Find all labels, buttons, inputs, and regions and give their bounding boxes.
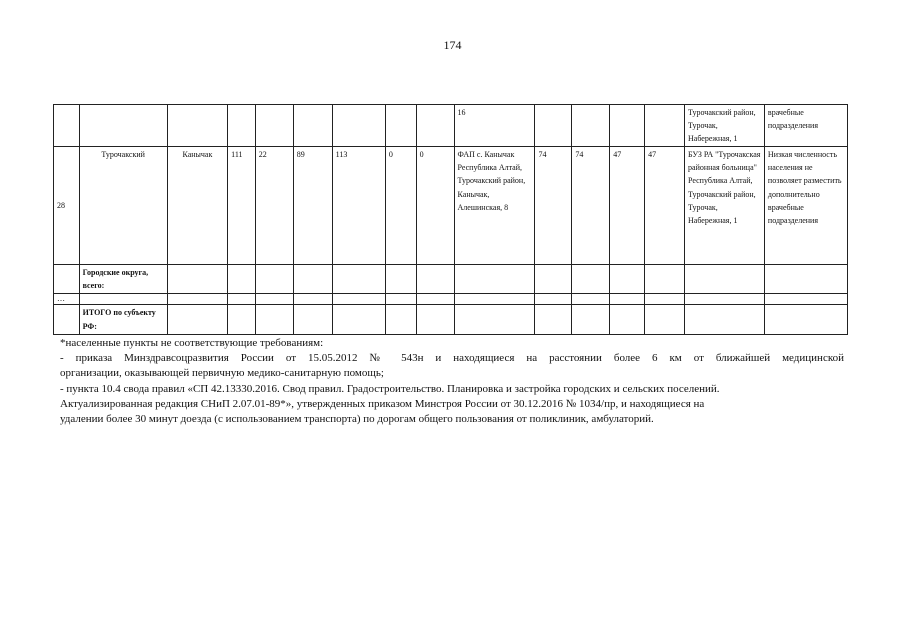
- footnote-item2-line3: удалении более 30 минут доезда (с использованием транспорта) по дорогам общего пользования от поликлиник, амбулаторий.: [60, 413, 654, 426]
- footnote-heading: *населенные пункты не соответствующие требованиям:: [60, 337, 324, 349]
- cell-value: 0: [385, 147, 416, 265]
- table-row-urban: [54, 265, 848, 294]
- cell-ellipsis: …: [54, 294, 80, 305]
- cell-value: 74: [535, 147, 572, 265]
- cell-reason: врачебные подразделения: [764, 105, 847, 147]
- cell-urban-label: Городские округа, всего:: [79, 265, 167, 294]
- footnote: [60, 336, 844, 427]
- table-row-28: [54, 147, 848, 265]
- table-row-ellipsis: [54, 294, 848, 305]
- cell-org: БУЗ РА "Турочакская районная больница" Республика Алтай, Турочакский район, Турочак, Набережная, 1: [685, 147, 765, 265]
- cell-reason: Низкая численность населения не позволяет разместить дополнительно врачебные подразделения: [764, 147, 847, 265]
- cell-value: 47: [645, 147, 685, 265]
- cell-total-label: ИТОГО по субъекту РФ:: [79, 305, 167, 334]
- cell-value: 111: [228, 147, 256, 265]
- footnote-item2-line2: Актуализированная редакция СНиП 2.07.01-89*», утвержденных приказом Минстроя России от 30.12.2016 № 1034/пр, и находящиеся на: [60, 397, 705, 410]
- table-row-continuation: [54, 105, 848, 147]
- footnote-item2-line1: - пункта 10.4 свода правил «СП 42.13330.2016. Свод правил. Градостроительство. Планировка и застройка городских и сельских поселений.: [60, 382, 720, 395]
- cell-value: 74: [572, 147, 610, 265]
- page-number: 174: [443, 38, 462, 52]
- footnote-item1-line2: организации, оказывающей первичную медико-санитарную помощь;: [60, 367, 384, 380]
- cell-value: 0: [416, 147, 454, 265]
- table-row-total: [54, 305, 848, 334]
- cell-settlement: Канычак: [167, 147, 227, 265]
- cell-facility: ФАП с. Канычак Республика Алтай, Турочакский район, Канычак, Алешинская, 8: [454, 147, 535, 265]
- cell-org-address: Турочакский район, Турочак, Набережная, 1: [685, 105, 765, 147]
- cell-facility-number: 16: [454, 105, 535, 147]
- cell-district: Турочакский: [79, 147, 167, 265]
- footnote-item1-line1: - приказа Минздравсоцразвития России от 15.05.2012 № 543н и находящиеся на расстоянии более 6 км от ближайшей медицинской: [60, 352, 844, 365]
- cell-value: 22: [255, 147, 293, 265]
- cell-value: 89: [293, 147, 332, 265]
- cell-value: 47: [610, 147, 645, 265]
- data-table: [53, 104, 848, 335]
- cell-row-number: 28: [54, 147, 80, 265]
- cell-value: 113: [332, 147, 385, 265]
